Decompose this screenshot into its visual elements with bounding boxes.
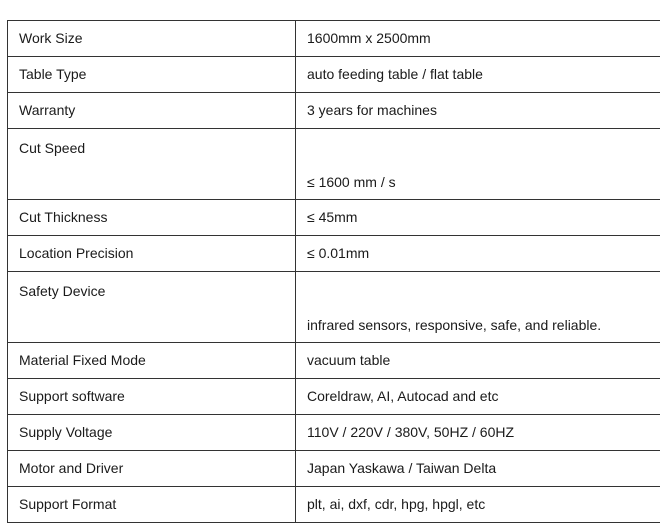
table-row [8,487,660,523]
table-row [8,200,660,236]
spec-value: vacuum table [296,343,660,379]
spec-value: Coreldraw, AI, Autocad and etc [296,379,660,415]
table-row [8,415,660,451]
spec-value: Japan Yaskawa / Taiwan Delta [296,451,660,487]
spec-value: 3 years for machines [296,93,660,129]
spec-label: Cut Speed [8,129,296,200]
spec-label: Warranty [8,93,296,129]
spec-value: auto feeding table / flat table [296,57,660,93]
spec-value: infrared sensors, responsive, safe, and reliable. [296,272,660,343]
spec-value: 110V / 220V / 380V, 50HZ / 60HZ [296,415,660,451]
spec-table [7,20,660,523]
table-row [8,129,660,200]
table-row [8,236,660,272]
spec-label: Support software [8,379,296,415]
spec-value: ≤ 45mm [296,200,660,236]
table-row [8,57,660,93]
spec-label: Work Size [8,21,296,57]
spec-label: Cut Thickness [8,200,296,236]
table-row [8,379,660,415]
table-row [8,272,660,343]
spec-label: Safety Device [8,272,296,343]
table-row [8,21,660,57]
spec-label: Location Precision [8,236,296,272]
spec-value: plt, ai, dxf, cdr, hpg, hpgl, etc [296,487,660,523]
spec-label: Supply Voltage [8,415,296,451]
spec-label: Motor and Driver [8,451,296,487]
spec-label: Material Fixed Mode [8,343,296,379]
table-row [8,343,660,379]
spec-value: 1600mm x 2500mm [296,21,660,57]
spec-value: ≤ 0.01mm [296,236,660,272]
table-row [8,451,660,487]
spec-value: ≤ 1600 mm / s [296,129,660,200]
spec-label: Table Type [8,57,296,93]
spec-label: Support Format [8,487,296,523]
table-row [8,93,660,129]
